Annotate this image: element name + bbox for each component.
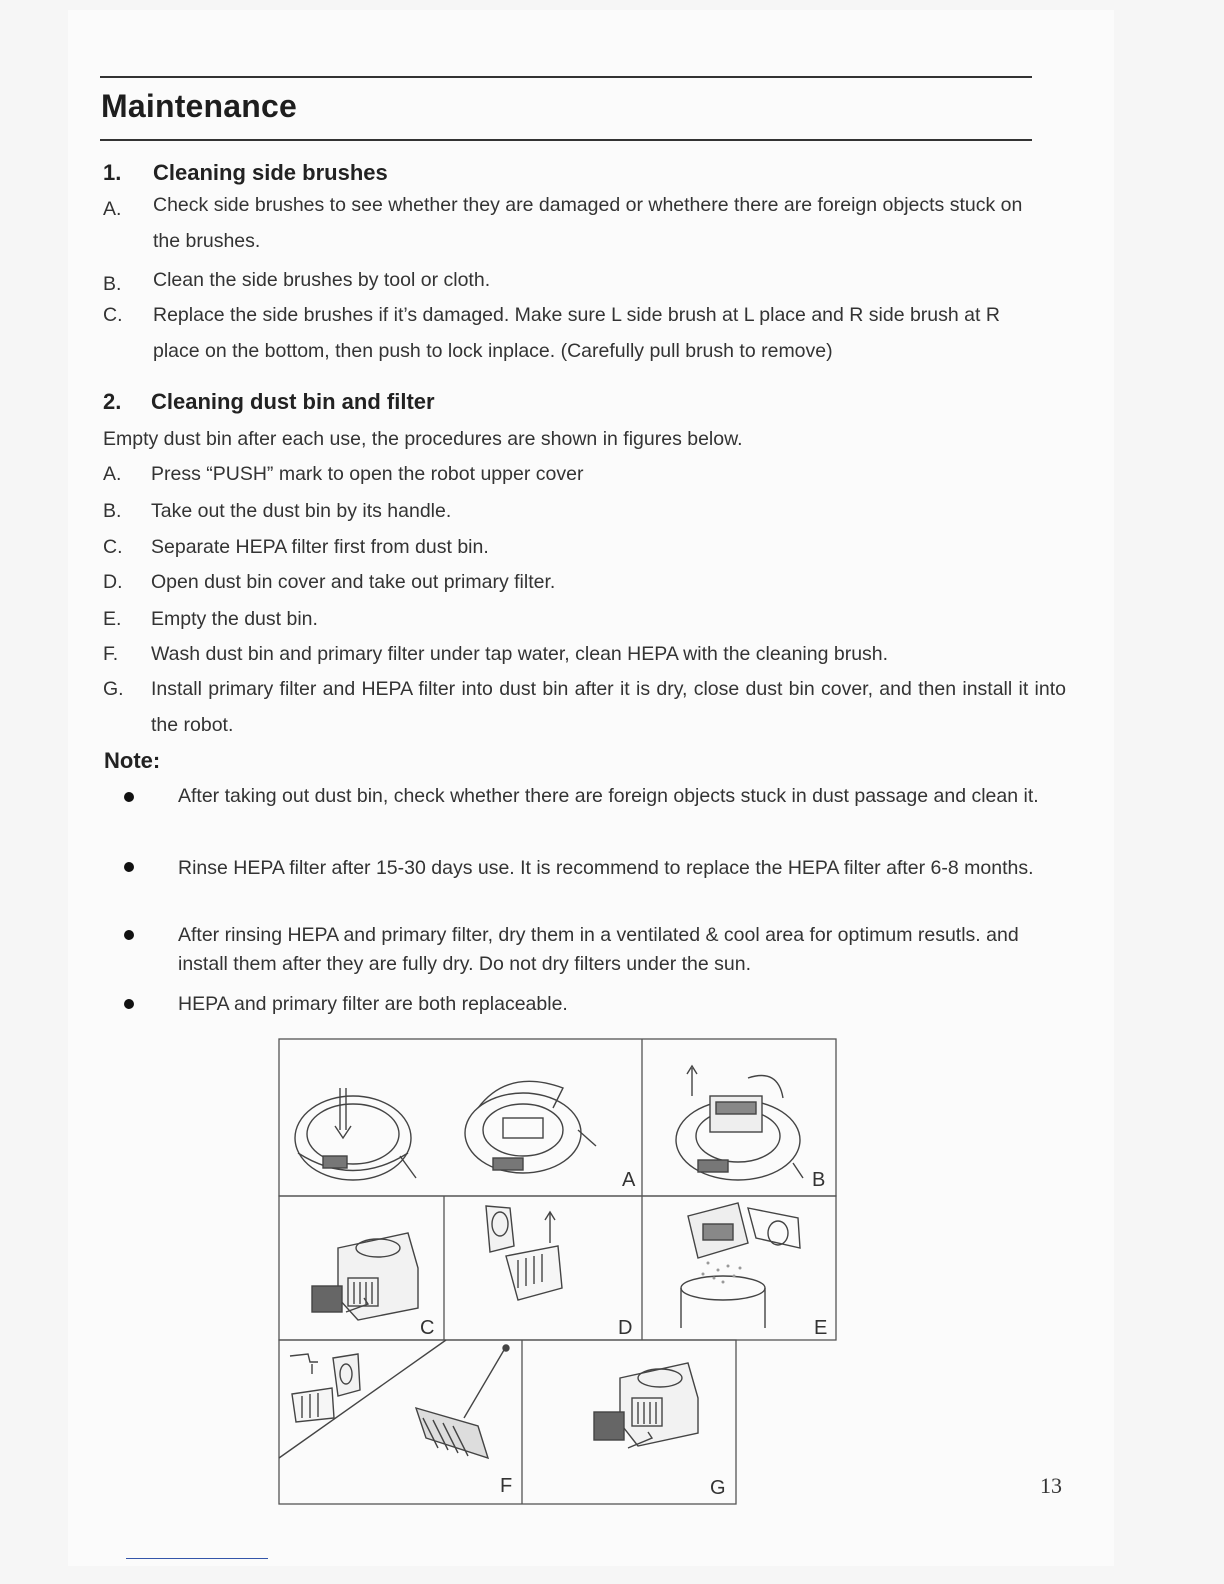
note-bullet-2: Rinse HEPA filter after 15-30 days use. It is recommend to replace the HEPA filter after 6-8 months. <box>178 857 1034 879</box>
item-label: B. <box>103 500 122 522</box>
item-text: Take out the dust bin by its handle. <box>151 500 452 522</box>
note-bullet-4: HEPA and primary filter are both replaceable. <box>178 993 568 1015</box>
panel-label-g: G <box>710 1477 726 1499</box>
item-text: Press “PUSH” mark to open the robot upper cover <box>151 463 584 485</box>
item-text: Replace the side brushes if it’s damaged. Make sure L side brush at L place and R side brush at R place on the bottom, then push to lock inplace. (Carefully pull brush to remove) <box>153 304 1000 362</box>
robot-dustbin-removal-illustration <box>676 1066 803 1180</box>
bullet-dot <box>124 930 134 940</box>
section2-intro: Empty dust bin after each use, the procedures are shown in figures below. <box>103 428 743 450</box>
dustbin-primary-filter-illustration <box>486 1206 562 1300</box>
dustbin-reassembly-illustration <box>594 1363 698 1448</box>
item-text: Empty the dust bin. <box>151 608 318 630</box>
panel-label-a: A <box>622 1169 636 1191</box>
panel-label-d: D <box>618 1317 633 1339</box>
bullet-dot <box>124 792 134 802</box>
footer-link-line <box>126 1558 268 1559</box>
panel-label-f: F <box>500 1475 513 1497</box>
section1-number: 1. <box>103 160 122 185</box>
title-rule-bottom <box>100 139 1032 141</box>
item-label: C. <box>103 536 123 558</box>
panel-label-c: C <box>420 1317 435 1339</box>
item-label: A. <box>103 463 122 485</box>
item-text: Clean the side brushes by tool or cloth. <box>153 269 491 291</box>
item-text: Install primary filter and HEPA filter into dust bin after it is dry, close dust bin cover, and then install it into the robot. <box>151 678 1066 736</box>
item-label: G. <box>103 678 124 700</box>
section2-number: 2. <box>103 389 122 414</box>
page-title: Maintenance <box>101 88 298 124</box>
item-label: A. <box>103 198 122 220</box>
dustbin-hepa-separation-illustration <box>312 1233 418 1320</box>
title-rule-top <box>100 76 1032 78</box>
item-text: Check side brushes to see whether they are damaged or whethere there are foreign objects stuck on the brushes. <box>153 194 1023 252</box>
robot-open-cover-illustration <box>465 1081 596 1173</box>
item-label: E. <box>103 608 122 630</box>
page-number: 13 <box>1040 1473 1062 1498</box>
item-label: B. <box>103 273 122 295</box>
robot-push-illustration <box>295 1088 416 1180</box>
note-heading: Note: <box>104 748 161 773</box>
item-label: F. <box>103 643 119 665</box>
item-text: Separate HEPA filter first from dust bin. <box>151 536 489 558</box>
item-label: C. <box>103 304 123 326</box>
bullet-dot <box>124 862 134 872</box>
steps-illustration <box>278 1038 840 1508</box>
item-text: Wash dust bin and primary filter under tap water, clean HEPA with the cleaning brush. <box>151 643 889 665</box>
section2-title: Cleaning dust bin and filter <box>151 389 435 414</box>
item-label: D. <box>103 571 123 593</box>
panel-label-e: E <box>814 1317 828 1339</box>
panel-label-b: B <box>812 1169 826 1191</box>
washing-and-brush-illustration <box>279 1340 509 1458</box>
dustbin-emptying-illustration <box>681 1203 800 1328</box>
bullet-dot <box>124 999 134 1009</box>
note-bullet-1: After taking out dust bin, check whether there are foreign objects stuck in dust passage and clean it. <box>178 785 1039 807</box>
section1-title: Cleaning side brushes <box>153 160 388 185</box>
item-text: Open dust bin cover and take out primary filter. <box>151 571 556 593</box>
note-bullet-3: After rinsing HEPA and primary filter, dry them in a ventilated & cool area for optimum resutls. and install them after they are fully dry. Do not dry filters under the sun. <box>178 924 1019 975</box>
maintenance-steps-figure <box>278 1038 840 1508</box>
